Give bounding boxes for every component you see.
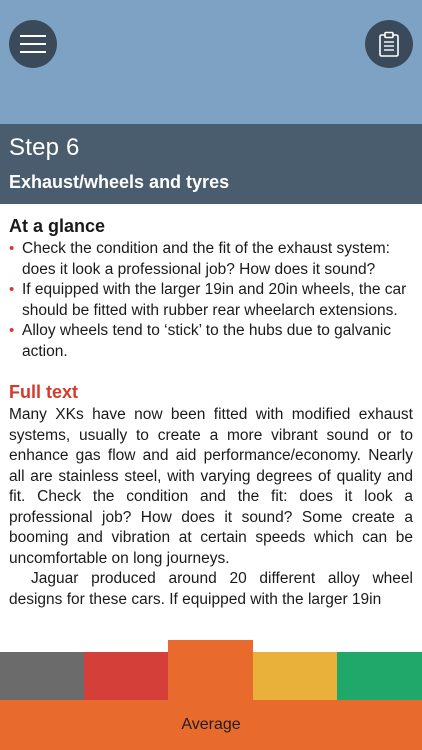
rating-option-2[interactable] <box>84 652 168 700</box>
rating-option-1[interactable] <box>0 652 84 700</box>
full-text-heading: Full text <box>9 382 79 402</box>
top-bar <box>0 0 422 124</box>
glance-bullet-list <box>9 239 413 362</box>
glance-bullet: • Alloy wheels tend to ‘stick’ to the hubs due to galvanic action. <box>9 322 392 360</box>
step-header <box>0 124 422 204</box>
rating-label-bar <box>0 700 422 750</box>
rating-selector <box>0 652 422 700</box>
full-text-paragraph: Many XKs have now been fitted with modified exhaust systems, usually to create a more vibrant sound or to enhance gas flow and aid performance/economy. Nearly all are stainless steel, with varying degrees of quality and fit. Check the condition and the fit: does it look a professional job? How does it sound? Some create a booming and vibration at certain speeds which can be uncomfortable on long journeys. <box>9 406 413 567</box>
content-scroll-area[interactable] <box>9 204 413 652</box>
at-a-glance-heading: At a glance <box>9 216 106 236</box>
bullet-dot-icon: • <box>9 240 15 257</box>
step-title: Step 6 <box>9 134 80 161</box>
bullet-dot-icon: • <box>9 281 15 298</box>
rating-option-3-selected[interactable] <box>168 640 253 700</box>
glance-bullet: • Check the condition and the fit of the exhaust system: does it look a professional job? How does it sound? <box>9 240 390 278</box>
full-text-paragraph: Jaguar produced around 20 different alloy wheel designs for these cars. If equipped with the larger 19in <box>9 570 413 608</box>
step-subtitle: Exhaust/wheels and tyres <box>9 172 230 192</box>
rating-label: Average <box>181 716 241 733</box>
bullet-dot-icon: • <box>9 322 15 339</box>
clipboard-icon <box>378 31 400 57</box>
glance-bullet: • If equipped with the larger 19in and 20in wheels, the car should be fitted with rubber rear wheelarch extensions. <box>9 281 407 319</box>
checklist-button[interactable] <box>365 20 413 68</box>
rating-option-4[interactable] <box>253 652 337 700</box>
rating-option-5[interactable] <box>337 652 422 700</box>
menu-icon <box>20 35 46 53</box>
menu-button[interactable] <box>9 20 57 68</box>
